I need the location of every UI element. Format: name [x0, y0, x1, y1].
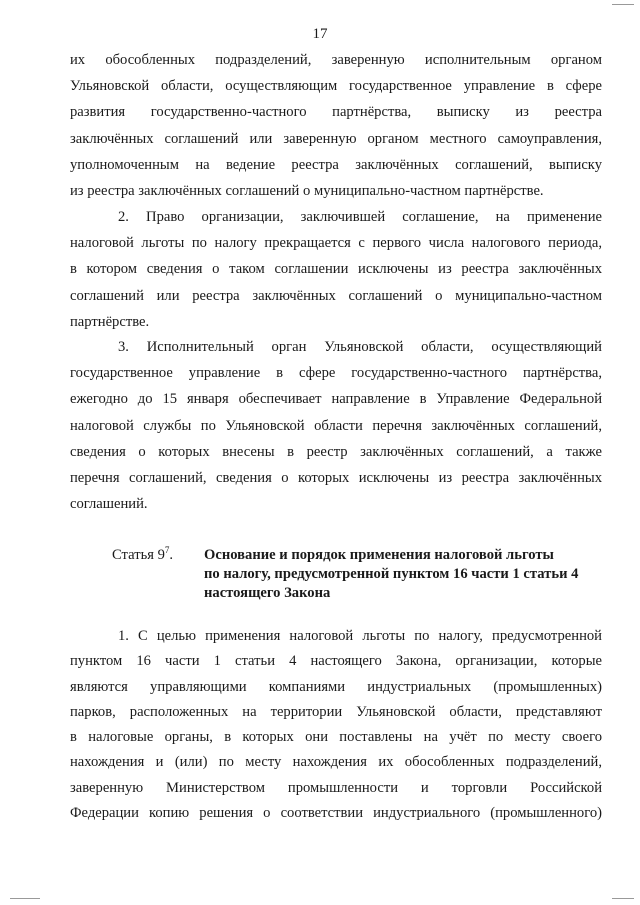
text-line: соглашений или реестра заключённых соглашений о муниципально-частном [70, 287, 602, 304]
article-title-line: Основание и порядок применения налоговой льготы [204, 547, 554, 563]
article-label-superscript: 7 [164, 545, 170, 556]
text-line: партнёрстве. [70, 313, 150, 330]
text-line: развития государственно-частного партнёрства, выписку из реестра [70, 104, 602, 121]
article-label [112, 546, 173, 565]
text-line: заключённых соглашений или заверенную органом местного самоуправления, [70, 130, 602, 147]
scan-edge-mark [612, 4, 634, 5]
text-line: пунктом 16 части 1 статьи 4 настоящего Закона, организации, которые [70, 653, 602, 670]
text-line: в налоговые органы, в которых они поставлены на учёт по месту своего [70, 729, 602, 746]
text-line: ежегодно до 15 января обеспечивает направление в Управление Федеральной [70, 391, 602, 408]
article-label-text: Статья 9 [112, 547, 165, 563]
paragraph-article-1 [70, 624, 602, 826]
text-line: заверенную Министерством промышленности и торговли Российской [70, 779, 602, 796]
paragraph-3 [70, 334, 602, 517]
text-line: налоговой льготы по налогу прекращается с первого числа налогового периода, [70, 235, 602, 252]
text-line: перечня соглашений, сведения о которых исключены из реестра заключённых [70, 469, 602, 486]
text-line: парков, расположенных на территории Ульяновской области, представляют [70, 703, 602, 720]
text-line: 2. Право организации, заключившей соглашение, на применение [118, 209, 602, 225]
text-line: нахождения и (или) по месту нахождения их обособленных подразделений, [70, 754, 602, 771]
text-line: являются управляющими компаниями индустриальных (промышленных) [70, 678, 602, 695]
text-line: из реестра заключённых соглашений о муниципально-частном партнёрстве. [70, 182, 544, 199]
scan-edge-mark [612, 898, 634, 899]
text-line: сведения о которых внесены в реестр заключённых соглашений, а также [70, 443, 602, 460]
article-title [204, 546, 604, 603]
text-line: Ульяновской области, осуществляющим государственное управление в сфере [70, 78, 602, 95]
text-line: Федерации копию решения о соответствии индустриального (промышленного) [70, 805, 602, 822]
article-title-line: настоящего Закона [204, 585, 331, 601]
text-line: соглашений. [70, 496, 148, 513]
article-title-line: по налогу, предусмотренной пунктом 16 части 1 статьи 4 [204, 566, 579, 582]
text-line: в котором сведения о таком соглашении исключены из реестра заключённых [70, 261, 602, 278]
paragraph-2 [70, 204, 602, 335]
text-line: 3. Исполнительный орган Ульяновской области, осуществляющий [118, 339, 602, 355]
text-line: 1. С целью применения налоговой льготы по налогу, предусмотренной [118, 628, 602, 644]
scan-edge-mark [10, 898, 40, 899]
text-line: их обособленных подразделений, заверенную исполнительным органом [70, 52, 602, 68]
page-number: 17 [312, 26, 328, 42]
text-line: уполномоченным на ведение реестра заключённых соглашений, выписку [70, 156, 602, 173]
text-line: налоговой службы по Ульяновской области перечня заключённых соглашений, [70, 417, 602, 434]
paragraph-continuation [70, 47, 602, 204]
text-line: государственное управление в сфере государственно-частного партнёрства, [70, 365, 602, 382]
article-label-suffix: . [169, 547, 174, 563]
